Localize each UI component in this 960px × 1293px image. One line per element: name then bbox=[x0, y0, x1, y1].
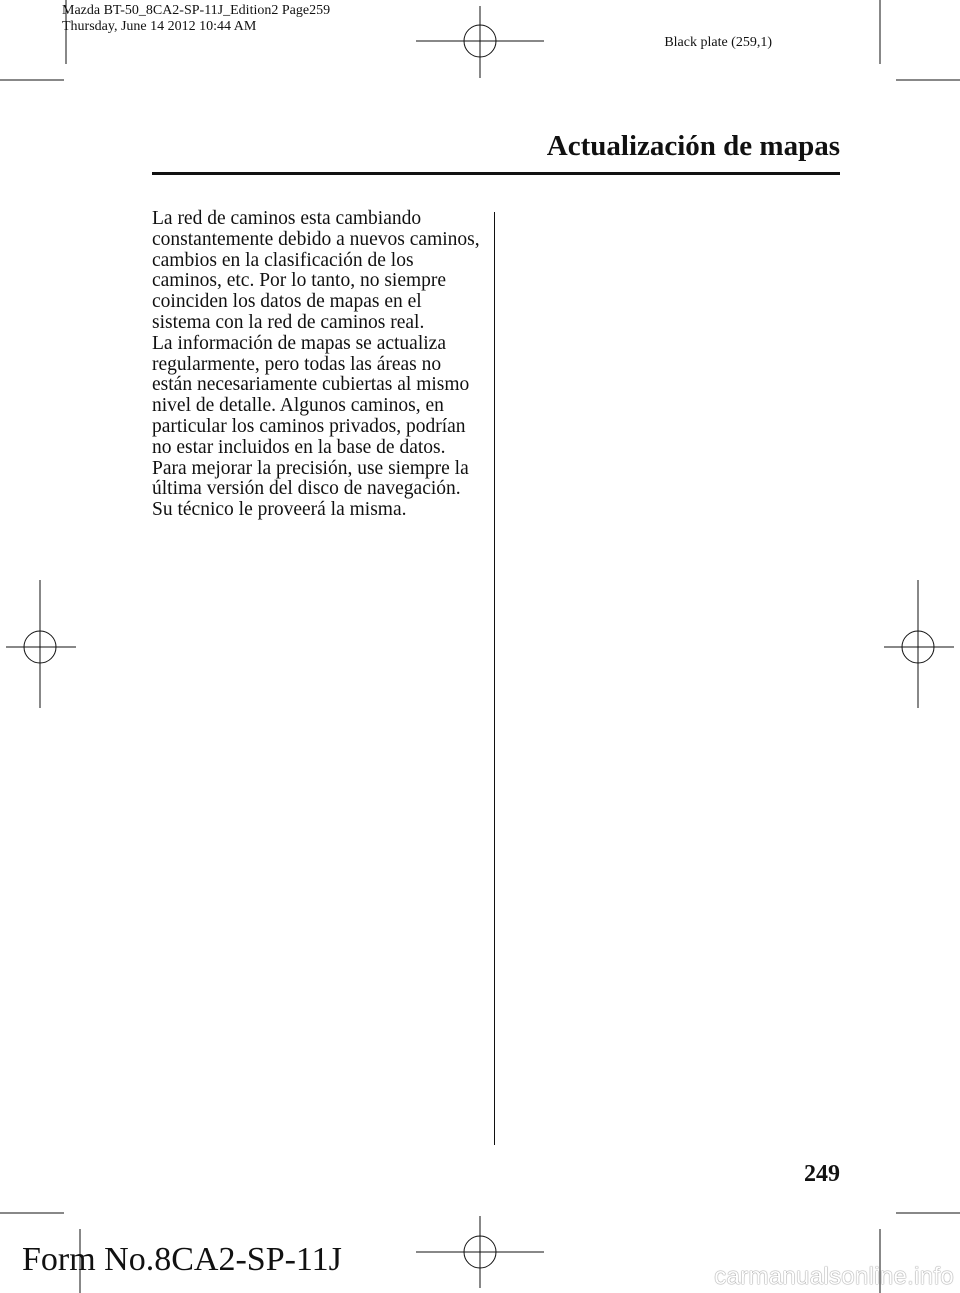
registration-mark-left bbox=[6, 580, 76, 708]
print-header-line-1: Mazda BT-50_8CA2-SP-11J_Edition2 Page259 bbox=[62, 3, 331, 18]
registration-mark-right bbox=[884, 580, 954, 708]
title-rule bbox=[152, 172, 840, 175]
watermark: carmanualsonline.info bbox=[714, 1263, 954, 1290]
body-line: Para mejorar la precisión, use siempre la bbox=[152, 457, 469, 479]
body-line: particular los caminos privados, podrían bbox=[152, 415, 466, 437]
body-line: están necesariamente cubiertas al mismo bbox=[152, 374, 470, 396]
plate-label: Black plate (259,1) bbox=[664, 35, 772, 50]
body-line: no estar incluidos en la base de datos. bbox=[152, 436, 446, 458]
body-line: cambios en la clasificación de los bbox=[152, 249, 414, 271]
body-line: regularmente, pero todas las áreas no bbox=[152, 353, 442, 375]
form-number: Form No.8CA2-SP-11J bbox=[22, 1241, 342, 1278]
body-line: nivel de detalle. Algunos caminos, en bbox=[152, 395, 444, 417]
section-title: Actualización de mapas bbox=[546, 130, 840, 162]
body-line: La red de caminos esta cambiando bbox=[152, 208, 422, 229]
registration-mark-bottom bbox=[416, 1216, 544, 1288]
body-line: sistema con la red de caminos real. bbox=[152, 311, 425, 333]
column-divider bbox=[494, 212, 495, 1145]
body-line: última versión del disco de navegación. bbox=[152, 478, 461, 500]
registration-mark-top bbox=[416, 6, 544, 78]
body-line: La información de mapas se actualiza bbox=[152, 332, 446, 354]
body-text bbox=[152, 209, 492, 521]
body-line: caminos, etc. Por lo tanto, no siempre bbox=[152, 270, 447, 292]
print-header-line-2: Thursday, June 14 2012 10:44 AM bbox=[62, 19, 257, 34]
print-header bbox=[62, 3, 330, 35]
body-line: constantemente debido a nuevos caminos, bbox=[152, 228, 480, 250]
page-number: 249 bbox=[804, 1161, 840, 1187]
body-line: Su técnico le proveerá la misma. bbox=[152, 499, 407, 521]
body-line: coinciden los datos de mapas en el bbox=[152, 291, 422, 313]
